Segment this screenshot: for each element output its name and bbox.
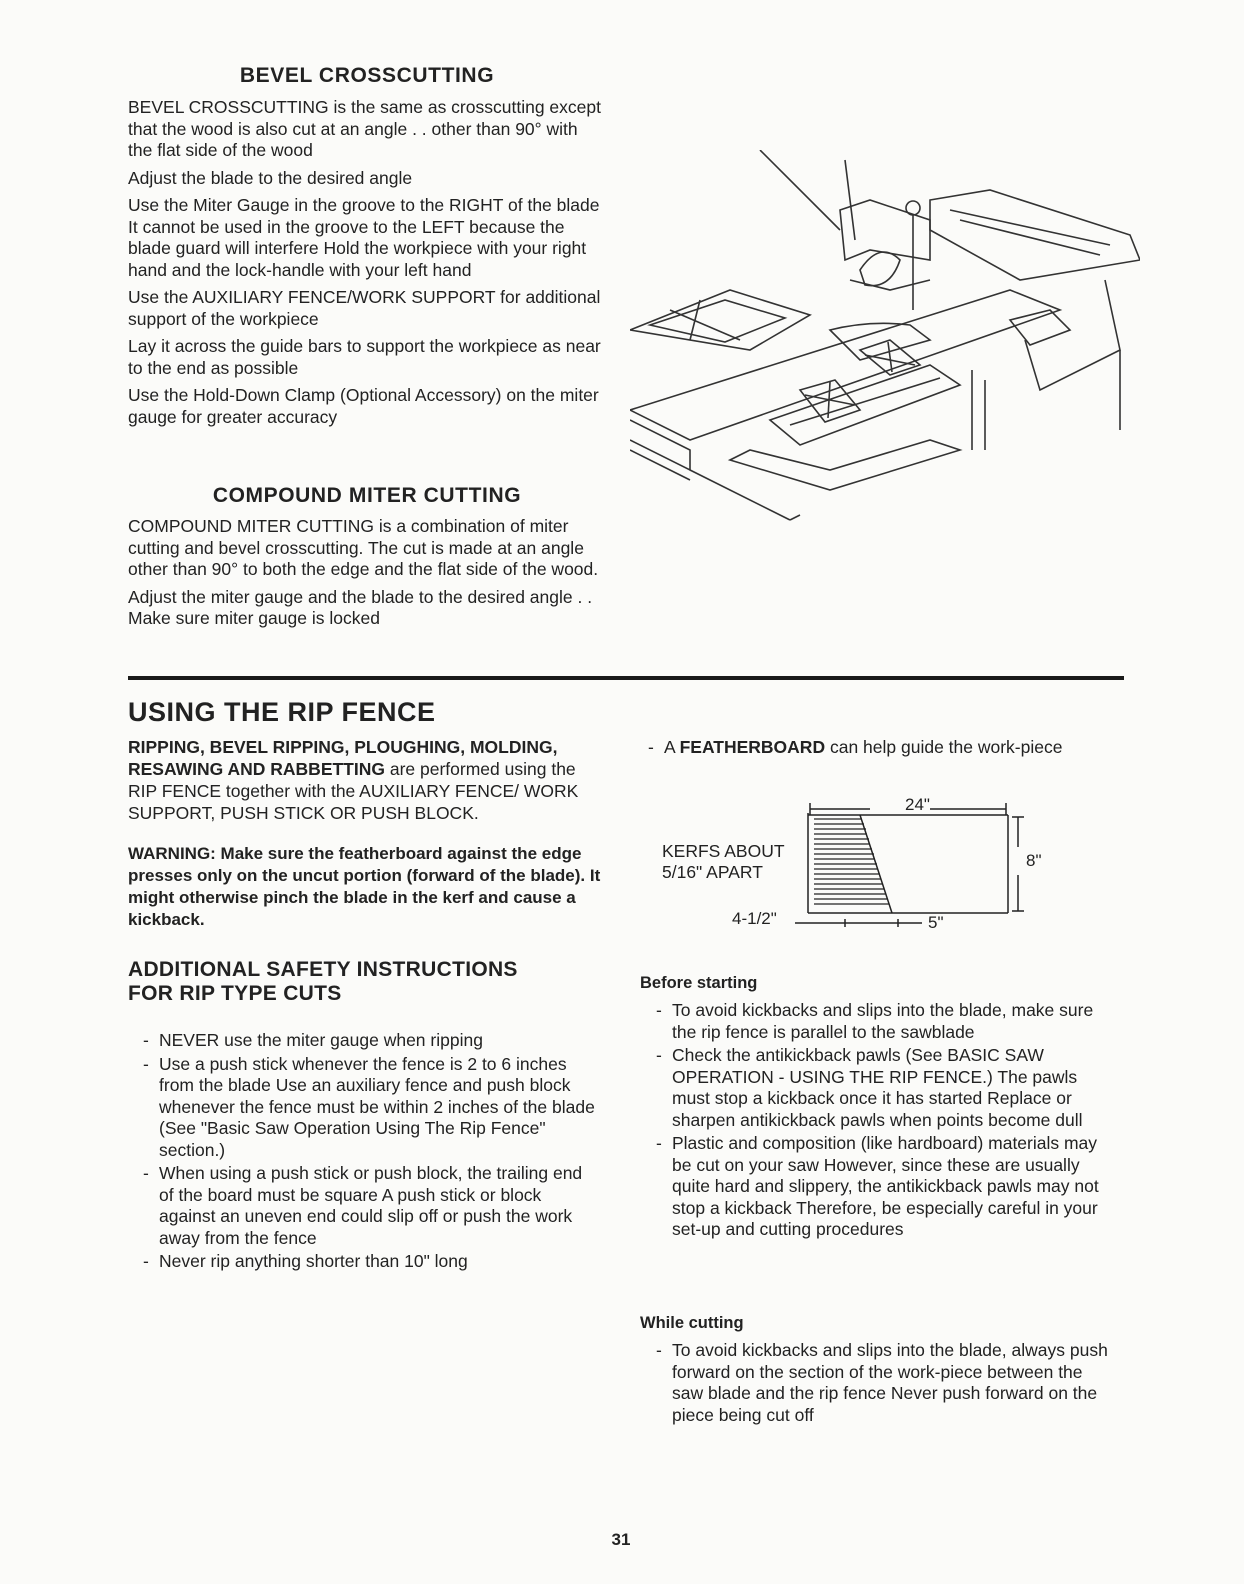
dash: -	[656, 1000, 662, 1020]
dash: -	[143, 1030, 149, 1050]
compound-paragraph: Adjust the miter gauge and the blade to the desired angle . . Make sure miter gauge is locked	[128, 586, 593, 628]
rip-title: USING THE RIP FENCE	[128, 697, 436, 727]
kerfs-line: KERFS ABOUT	[662, 841, 785, 861]
page-number: 31	[611, 1530, 631, 1549]
list-item-text: To avoid kickbacks and slips into the blade, always push forward on the section of the work-piece between the saw blade and the rip fence Never push forward on the piece being cut off	[672, 1340, 1108, 1425]
list-item-text: Check the antikickback pawls (See BASIC SAW OPERATION - USING THE RIP FENCE.) The pawls must stop a kickback once it has started Replace or sharpen antikickback pawls when points become dull	[672, 1045, 1083, 1130]
list-item	[143, 1251, 598, 1273]
kerfs-line: 5/16" APART	[662, 862, 763, 882]
dim-4-1-2: 4-1/2"	[732, 909, 777, 928]
list-item-text: Plastic and composition (like hardboard) materials may be cut on your saw However, since these are usually quite hard and slippery, the antikickback pawls may not stop a kickback Therefore, be especially careful in your set-up and cutting procedures	[672, 1133, 1099, 1239]
dash: -	[143, 1053, 149, 1074]
bevel-paragraph: Use the AUXILIARY FENCE/WORK SUPPORT for additional support of the workpiece	[128, 287, 601, 329]
dim-8: 8"	[1026, 851, 1042, 870]
list-item-text: Never rip anything shorter than 10" long	[159, 1251, 468, 1271]
rip-intro	[128, 736, 606, 824]
list-item	[656, 1000, 1112, 1043]
feather-post: can help guide the work-piece	[825, 737, 1063, 757]
dim-24: 24"	[905, 795, 930, 814]
before-title: Before starting	[640, 974, 758, 992]
list-item	[143, 1163, 598, 1249]
while-title: While cutting	[640, 1314, 744, 1332]
featherboard-note	[648, 736, 1134, 758]
bevel-paragraph: Use the Hold-Down Clamp (Optional Accessory) on the miter gauge for greater accuracy	[128, 385, 599, 427]
safety-title-line: FOR RIP TYPE CUTS	[128, 982, 342, 1005]
rip-intro-rest: are performed using the RIP FENCE together with the AUXILIARY FENCE/ WORK SUPPORT, PUSH STICK OR PUSH BLOCK.	[128, 759, 579, 823]
safety-title	[128, 958, 518, 1006]
bevel-paragraph: Adjust the blade to the desired angle	[128, 167, 413, 188]
compound-title: COMPOUND MITER CUTTING	[212, 484, 522, 507]
list-item-text: When using a push stick or push block, the trailing end of the board must be square A push stick or block against an uneven end could slip off or push the work away from the fence	[159, 1163, 583, 1248]
list-item	[656, 1340, 1112, 1426]
list-item-text: NEVER use the miter gauge when ripping	[159, 1030, 483, 1050]
compound-paragraph: COMPOUND MITER CUTTING is a combination of miter cutting and bevel crosscutting. The cut is made at an angle other than 90° to both the edge and the flat side of the wood.	[128, 516, 599, 579]
bevel-body	[128, 97, 606, 434]
dim-5: 5"	[928, 913, 944, 932]
dash: -	[648, 737, 654, 757]
before-list	[656, 1000, 1112, 1243]
safety-title-line: ADDITIONAL SAFETY INSTRUCTIONS	[128, 958, 518, 981]
dash: -	[143, 1251, 149, 1271]
feather-pre: A	[664, 737, 680, 757]
list-item	[656, 1133, 1112, 1241]
dash: -	[656, 1133, 662, 1153]
table-saw-illustration	[630, 150, 1140, 530]
list-item-text: Use a push stick whenever the fence is 2 to 6 inches from the blade Use an auxiliary fence and push block whenever the fence must be within 2 inches of the blade (See "Basic Saw Operation Using The Rip Fence" section.)	[159, 1053, 595, 1160]
dash: -	[656, 1045, 662, 1065]
safety-list	[143, 1030, 598, 1275]
dash: -	[143, 1163, 149, 1183]
list-item	[656, 1045, 1112, 1131]
dash: -	[656, 1340, 662, 1360]
kerfs-label	[662, 841, 785, 883]
bevel-title: BEVEL CROSSCUTTING	[239, 64, 495, 87]
rip-warning: WARNING: Make sure the featherboard against the edge presses only on the uncut portion (forward of the blade). It might otherwise pinch the blade in the kerf and cause a kickback.	[128, 844, 601, 929]
featherboard-diagram	[640, 795, 1060, 945]
compound-body	[128, 516, 606, 636]
while-list	[656, 1340, 1112, 1428]
bevel-paragraph: BEVEL CROSSCUTTING is the same as crosscutting except that the wood is also cut at an angle . . other than 90° with the flat side of the wood	[128, 97, 601, 160]
list-item	[143, 1030, 598, 1052]
bevel-paragraph: Use the Miter Gauge in the groove to the RIGHT of the blade It cannot be used in the groove to the LEFT because the blade guard will interfere Hold the workpiece with your right hand and the lock-handle with your left hand	[128, 195, 600, 280]
section-divider	[128, 676, 1124, 680]
list-item-text: To avoid kickbacks and slips into the blade, make sure the rip fence is parallel to the sawblade	[672, 1000, 1094, 1042]
feather-bold: FEATHERBOARD	[679, 737, 826, 757]
list-item	[143, 1054, 598, 1162]
rip-intro-bold: RIPPING, BEVEL RIPPING, PLOUGHING, MOLDING, RESAWING AND RABBETTING	[128, 737, 558, 779]
bevel-paragraph: Lay it across the guide bars to support the workpiece as near to the end as possible	[128, 336, 601, 378]
